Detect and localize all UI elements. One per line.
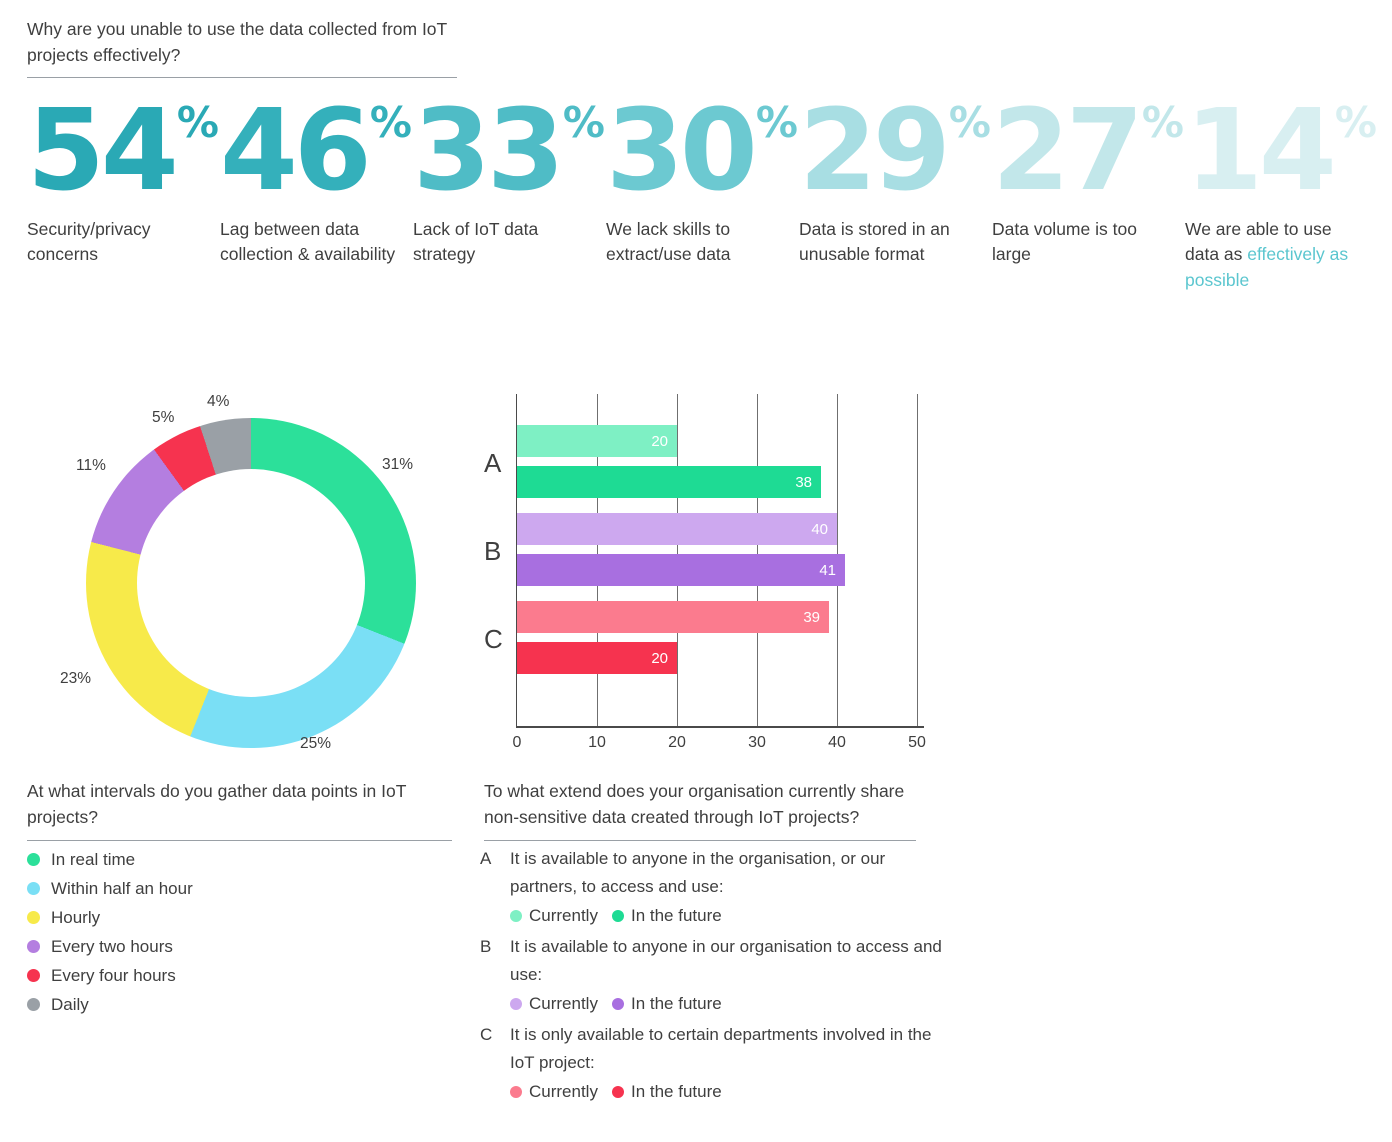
percent-sign: % [562,98,604,147]
legend-label: In the future [630,1082,722,1102]
stat-label: Data volume is too large [992,219,1137,265]
legend-label: In real time [51,849,136,869]
legend-item-within-half-an-hour [27,874,447,903]
gridline-50 [917,394,918,726]
legend-dot-icon [27,911,40,924]
answer-b-legend [510,990,950,1018]
donut-ring [86,418,416,748]
legend-dot-icon [612,998,624,1010]
stat-value: 54 [27,86,175,216]
stat-item [27,86,220,268]
stat-label: We lack skills to extract/use data [606,219,731,265]
answer-c-legend [510,1078,950,1106]
bar-chart-answer-key [480,845,950,1109]
page-title: Why are you unable to use the data collected from IoT projects effectively? [27,16,457,78]
answer-c-currently [510,1078,598,1106]
stat-label-faded: effectively as possible [1185,244,1349,290]
answer-a [480,845,950,930]
stat-item [992,86,1185,268]
donut-label-11: 11% [76,457,106,474]
percent-sign: % [369,98,411,147]
stat-label: Lag between data collection & availability [220,219,396,265]
answer-a-text: It is available to anyone in the organisation, or our partners, to access and use: [510,849,886,897]
stat-label: Lack of IoT data strategy [413,219,539,265]
xtick-40: 40 [828,734,846,751]
legend-dot-icon [612,910,624,922]
stat-value: 30 [606,86,754,216]
legend-item-hourly [27,903,447,932]
stat-value: 27 [992,86,1140,216]
legend-item-every-four-hours [27,961,447,990]
left-chart-question: At what intervals do you gather data points in IoT projects? [27,778,452,841]
answer-b-currently [510,990,598,1018]
stat-label: Security/privacy concerns [27,219,151,265]
bar-group-a-label: A [484,448,502,478]
legend-label: In the future [630,906,722,926]
legend-label: In the future [630,994,722,1014]
percent-sign: % [755,98,797,147]
bar-b-future-value: 41 [819,561,836,579]
donut-label-5: 5% [152,409,175,426]
bar-group-b-label: B [484,536,502,566]
bar-chart [484,388,924,758]
bar-c-future [517,642,677,674]
answer-b-letter: B [480,937,492,957]
legend-item-every-two-hours [27,932,447,961]
legend-item-daily [27,990,447,1019]
bar-group-c-label: C [484,624,503,654]
legend-dot-icon [27,882,40,895]
stat-item [799,86,992,268]
donut-hole [137,469,365,697]
answer-c-letter: C [480,1025,493,1045]
answer-a-future [612,902,722,930]
answer-b [480,933,950,1018]
legend-label: Currently [529,994,598,1014]
legend-label: Within half an hour [51,878,193,898]
bar-a-future-value: 38 [795,473,812,491]
stat-label-main: We are able to use data as [1185,219,1332,265]
answer-b-text: It is available to anyone in our organisation to access and use: [510,937,942,985]
answer-b-future [612,990,722,1018]
donut-label-4: 4% [207,393,230,410]
stat-value: 46 [220,86,368,216]
legend-label: Currently [529,906,598,926]
donut-chart [60,390,460,770]
answer-c [480,1021,950,1106]
xtick-50: 50 [908,734,926,751]
bar-a-future [517,466,821,498]
answer-a-currently [510,902,598,930]
stat-value: 29 [799,86,947,216]
bar-c-currently [517,601,829,633]
stat-item [413,86,606,268]
bar-c-currently-value: 39 [803,608,820,626]
legend-dot-icon [27,853,40,866]
answer-a-legend [510,902,950,930]
xtick-30: 30 [748,734,766,751]
answer-c-text: It is only available to certain departments involved in the IoT project: [510,1025,932,1073]
legend-dot-icon [612,1086,624,1098]
legend-dot-icon [510,1086,522,1098]
donut-legend [27,845,447,1019]
bar-axis-line [516,726,924,728]
legend-label: Currently [529,1082,598,1102]
stat-value: 33 [413,86,561,216]
right-chart-question: To what extend does your organisation currently share non-sensitive data created through IoT projects? [484,778,916,841]
stat-value: 14 [1185,86,1333,216]
bar-plot-area [516,394,917,726]
legend-dot-icon [510,998,522,1010]
bar-b-future [517,554,845,586]
legend-dot-icon [510,910,522,922]
stat-item [1185,86,1378,293]
donut-label-23: 23% [60,670,92,687]
bar-b-currently [517,513,837,545]
bar-c-future-value: 20 [651,649,668,667]
legend-label: Daily [51,994,89,1014]
bar-a-currently-value: 20 [651,432,668,450]
xtick-20: 20 [668,734,686,751]
xtick-10: 10 [588,734,606,751]
legend-dot-icon [27,940,40,953]
answer-c-future [612,1078,722,1106]
answer-a-letter: A [480,849,492,868]
bar-a-currently [517,425,677,457]
stat-label: Data is stored in an unusable format [799,219,950,265]
stats-row [27,86,1376,293]
legend-item-in-real-time [27,845,447,874]
donut-label-31: 31% [382,456,414,473]
xtick-0: 0 [512,734,522,751]
donut-label-25: 25% [300,735,332,752]
legend-dot-icon [27,998,40,1011]
legend-label: Every four hours [51,965,176,985]
legend-dot-icon [27,969,40,982]
stat-label [1185,217,1364,293]
stat-item [606,86,799,268]
bar-b-currently-value: 40 [811,520,828,538]
percent-sign: % [176,98,218,147]
legend-label: Hourly [51,907,101,927]
stat-item [220,86,413,268]
percent-sign: % [1334,98,1376,147]
legend-label: Every two hours [51,936,173,956]
percent-sign: % [948,98,990,147]
percent-sign: % [1141,98,1183,147]
